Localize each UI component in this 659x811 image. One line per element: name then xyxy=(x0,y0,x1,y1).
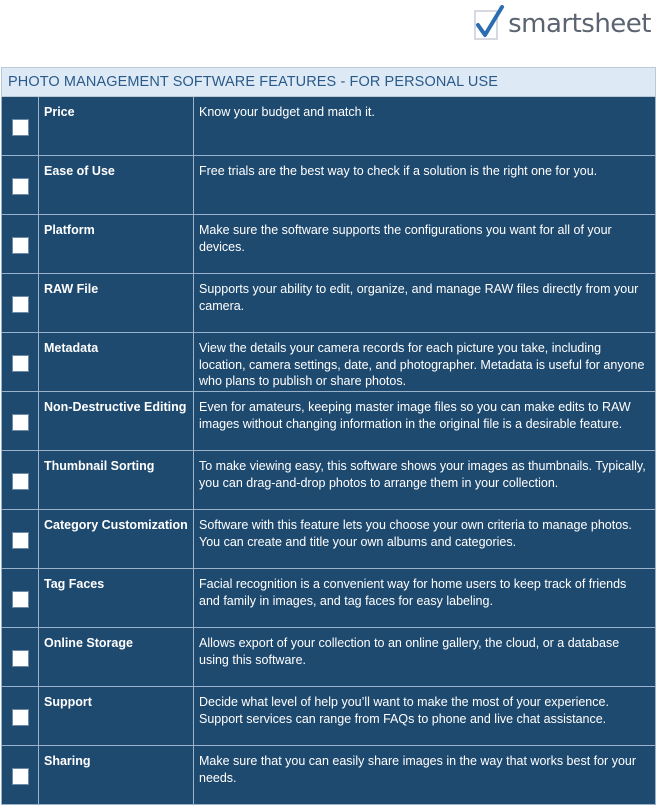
feature-checkbox[interactable] xyxy=(12,650,29,667)
table-row xyxy=(1,628,656,687)
checkbox-cell xyxy=(2,97,39,155)
table-row xyxy=(1,215,656,274)
table-row xyxy=(1,569,656,628)
checkbox-cell xyxy=(2,392,39,450)
feature-name: Thumbnail Sorting xyxy=(39,451,194,509)
table-row xyxy=(1,333,656,392)
feature-checkbox[interactable] xyxy=(12,237,29,254)
table-title: PHOTO MANAGEMENT SOFTWARE FEATURES - FOR PERSONAL USE xyxy=(1,67,656,97)
feature-name: Non-Destructive Editing xyxy=(39,392,194,450)
table-row xyxy=(1,746,656,805)
feature-description: Facial recognition is a convenient way for home users to keep track of friends and family in images, and tag faces for easy labeling. xyxy=(199,577,627,608)
smartsheet-logo xyxy=(472,4,651,44)
feature-checkbox[interactable] xyxy=(12,709,29,726)
table-body xyxy=(1,97,656,805)
feature-name: Metadata xyxy=(39,333,194,391)
checkbox-cell xyxy=(2,569,39,627)
checkbox-cell xyxy=(2,687,39,745)
feature-description: Make sure that you can easily share images in the way that works best for your needs. xyxy=(199,754,637,785)
feature-name: Category Customization xyxy=(39,510,194,568)
feature-description: Allows export of your collection to an online gallery, the cloud, or a database using this software. xyxy=(199,636,620,667)
feature-name: Tag Faces xyxy=(39,569,194,627)
feature-checkbox[interactable] xyxy=(12,355,29,372)
feature-description: Even for amateurs, keeping master image files so you can make edits to RAW images without changing information in the original file is a desirable feature. xyxy=(199,400,631,431)
checkbox-cell xyxy=(2,274,39,332)
feature-checkbox[interactable] xyxy=(12,591,29,608)
feature-description: Decide what level of help you’ll want to make the most of your experience. Support services can range from FAQs to phone and live chat assistance. xyxy=(199,695,609,726)
table-row xyxy=(1,510,656,569)
table-row xyxy=(1,451,656,510)
table-row xyxy=(1,274,656,333)
feature-checkbox[interactable] xyxy=(12,768,29,785)
feature-name: Sharing xyxy=(39,746,194,804)
feature-name: Online Storage xyxy=(39,628,194,686)
feature-description: Software with this feature lets you choose your own criteria to manage photos. You can create and title your own albums and categories. xyxy=(199,518,632,549)
checkbox-cell xyxy=(2,628,39,686)
logo-text: smartsheet xyxy=(508,9,651,39)
feature-description: View the details your camera records for each picture you take, including location, camera settings, date, and photographer. Metadata is useful for anyone who plans to publish or share photos. xyxy=(199,341,645,388)
feature-description: Free trials are the best way to check if a solution is the right one for you. xyxy=(199,164,598,178)
feature-description: Supports your ability to edit, organize, and manage RAW files directly from your camera. xyxy=(199,282,639,313)
feature-description: Make sure the software supports the configurations you want for all of your devices. xyxy=(199,223,612,254)
feature-name: Price xyxy=(39,97,194,155)
checkbox-cell xyxy=(2,156,39,214)
feature-checkbox[interactable] xyxy=(12,296,29,313)
feature-checkbox[interactable] xyxy=(12,473,29,490)
feature-checkbox[interactable] xyxy=(12,414,29,431)
checkbox-cell xyxy=(2,451,39,509)
checkmark-logo-icon xyxy=(472,5,506,43)
feature-name: RAW File xyxy=(39,274,194,332)
feature-checkbox[interactable] xyxy=(12,178,29,195)
feature-checklist-table xyxy=(1,67,656,805)
checkbox-cell xyxy=(2,510,39,568)
checkbox-cell xyxy=(2,333,39,391)
feature-name: Ease of Use xyxy=(39,156,194,214)
table-row xyxy=(1,687,656,746)
feature-checkbox[interactable] xyxy=(12,532,29,549)
feature-checkbox[interactable] xyxy=(12,119,29,136)
feature-name: Platform xyxy=(39,215,194,273)
feature-name: Support xyxy=(39,687,194,745)
checkbox-cell xyxy=(2,746,39,804)
feature-description: Know your budget and match it. xyxy=(199,105,375,119)
feature-description: To make viewing easy, this software shows your images as thumbnails. Typically, you can drag-and-drop photos to arrange them in your collection. xyxy=(199,459,646,490)
table-row xyxy=(1,392,656,451)
table-row xyxy=(1,97,656,156)
checkbox-cell xyxy=(2,215,39,273)
table-row xyxy=(1,156,656,215)
